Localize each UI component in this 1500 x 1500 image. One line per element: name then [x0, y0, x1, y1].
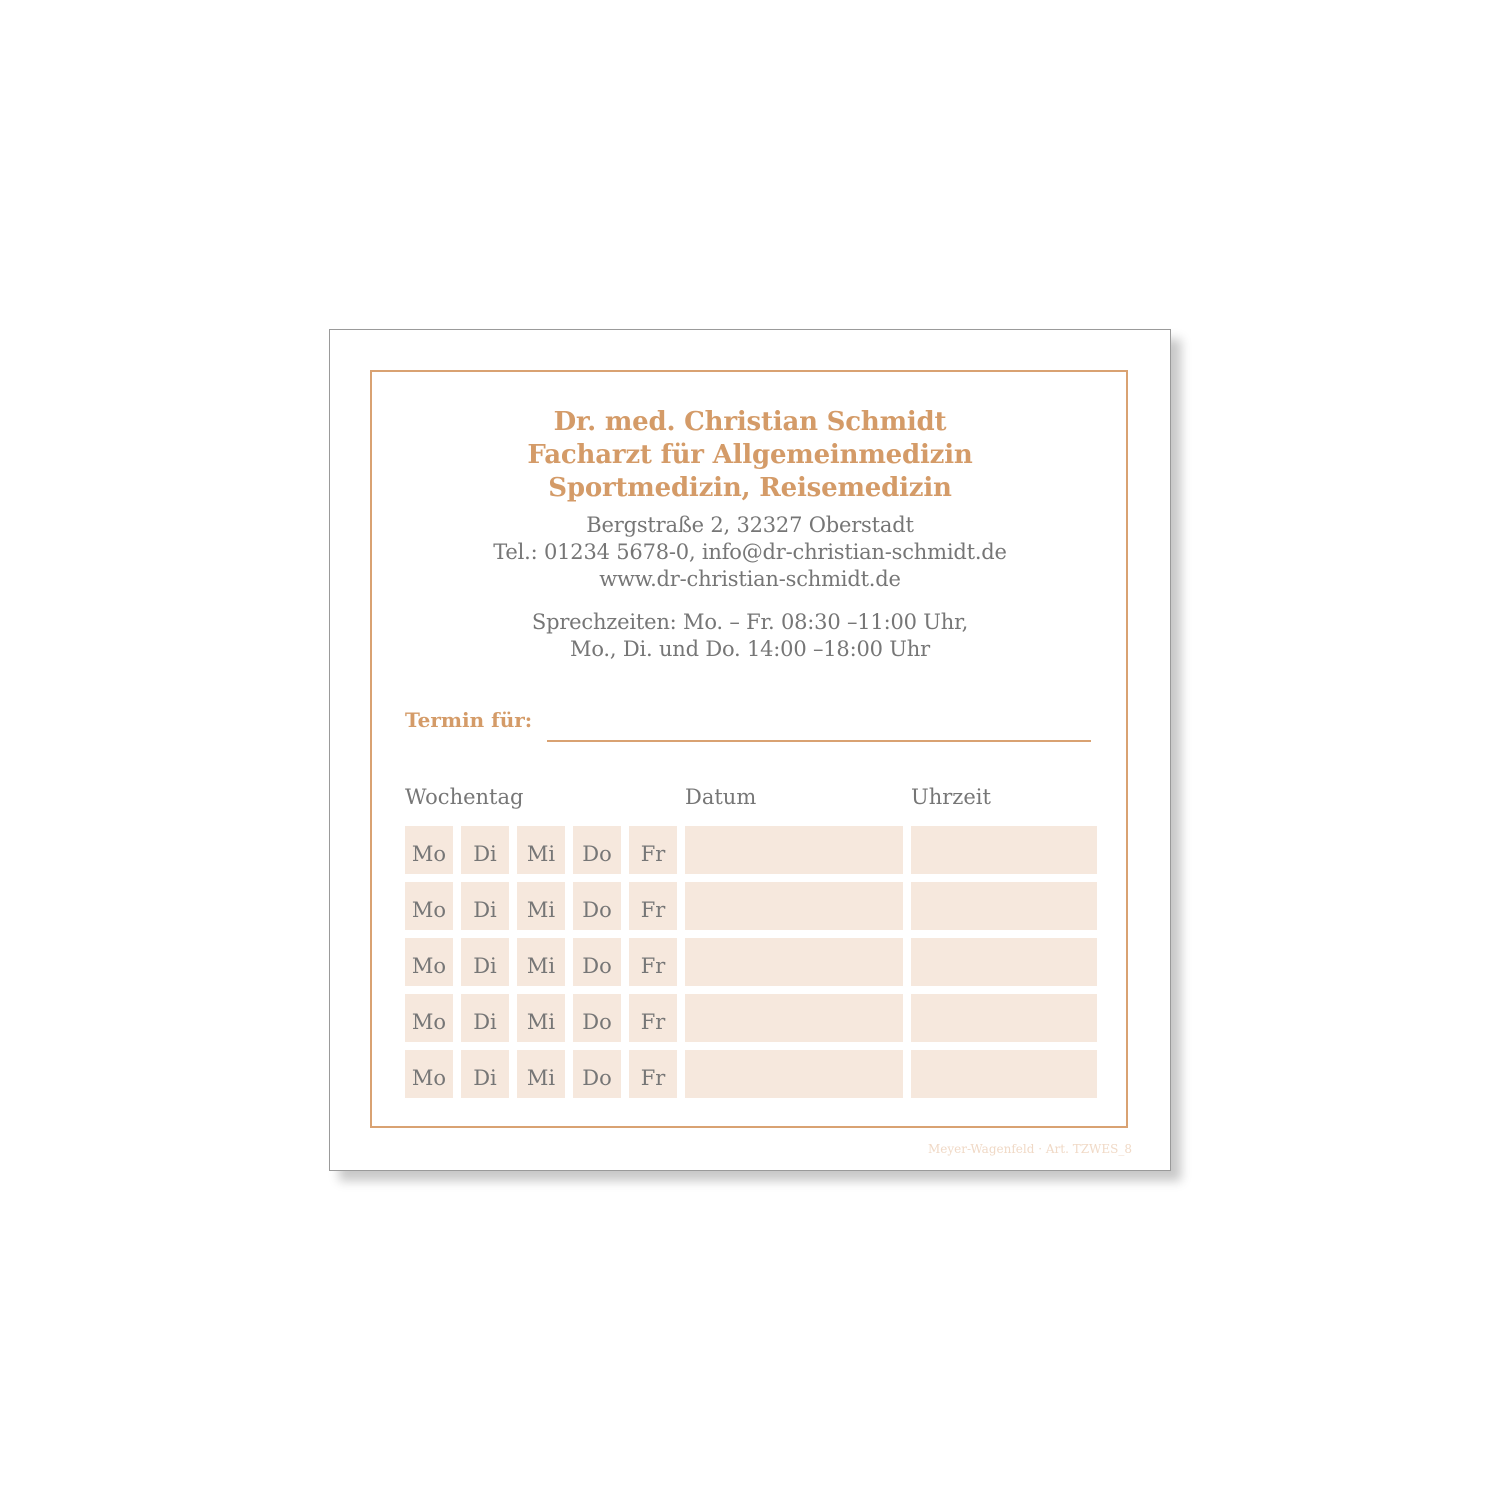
weekday-option-mi[interactable]: Mi — [517, 938, 565, 986]
appointment-row — [405, 1050, 1097, 1098]
weekday-option-mo[interactable]: Mo — [405, 826, 453, 874]
date-field[interactable] — [685, 1050, 903, 1098]
date-field[interactable] — [685, 882, 903, 930]
weekday-option-fr[interactable]: Fr — [629, 1050, 677, 1098]
weekday-option-do[interactable]: Do — [573, 1050, 621, 1098]
office-hours — [330, 609, 1170, 663]
weekday-option-fr[interactable]: Fr — [629, 994, 677, 1042]
office-hours-line-1: Sprechzeiten: Mo. – Fr. 08:30 –11:00 Uhr, — [531, 610, 969, 634]
appointment-card — [329, 329, 1171, 1171]
weekday-option-do[interactable]: Do — [573, 938, 621, 986]
weekday-option-mi[interactable]: Mi — [517, 1050, 565, 1098]
date-field[interactable] — [685, 938, 903, 986]
weekday-column-header: Wochentag — [405, 785, 524, 809]
weekday-option-di[interactable]: Di — [461, 826, 509, 874]
weekday-option-di[interactable]: Di — [461, 994, 509, 1042]
weekday-option-di[interactable]: Di — [461, 882, 509, 930]
weekday-option-mo[interactable]: Mo — [405, 938, 453, 986]
time-field[interactable] — [911, 938, 1097, 986]
weekday-option-mo[interactable]: Mo — [405, 1050, 453, 1098]
termin-name-field[interactable] — [547, 740, 1091, 742]
date-column-header: Datum — [685, 785, 757, 809]
weekday-option-di[interactable]: Di — [461, 1050, 509, 1098]
office-hours-line-2: Mo., Di. und Do. 14:00 –18:00 Uhr — [570, 637, 930, 661]
weekday-option-fr[interactable]: Fr — [629, 938, 677, 986]
time-field[interactable] — [911, 882, 1097, 930]
practice-contact: Tel.: 01234 5678-0, info@dr-christian-schmidt.de — [493, 540, 1007, 564]
time-field[interactable] — [911, 994, 1097, 1042]
practice-address: Bergstraße 2, 32327 Oberstadt — [586, 513, 914, 537]
weekday-option-mi[interactable]: Mi — [517, 826, 565, 874]
termin-label: Termin für: — [405, 708, 533, 732]
doctor-subspecialty: Sportmedizin, Reisemedizin — [548, 473, 952, 503]
weekday-option-fr[interactable]: Fr — [629, 882, 677, 930]
weekday-option-fr[interactable]: Fr — [629, 826, 677, 874]
weekday-option-mo[interactable]: Mo — [405, 994, 453, 1042]
time-column-header: Uhrzeit — [911, 785, 991, 809]
weekday-option-mo[interactable]: Mo — [405, 882, 453, 930]
date-field[interactable] — [685, 826, 903, 874]
date-field[interactable] — [685, 994, 903, 1042]
time-field[interactable] — [911, 826, 1097, 874]
doctor-specialty: Facharzt für Allgemeinmedizin — [527, 440, 973, 470]
weekday-option-mi[interactable]: Mi — [517, 882, 565, 930]
weekday-option-do[interactable]: Do — [573, 826, 621, 874]
appointment-row — [405, 826, 1097, 874]
practice-header — [330, 406, 1170, 663]
weekday-option-di[interactable]: Di — [461, 938, 509, 986]
appointment-row — [405, 994, 1097, 1042]
appointment-row — [405, 882, 1097, 930]
doctor-name: Dr. med. Christian Schmidt — [553, 407, 947, 437]
weekday-option-do[interactable]: Do — [573, 882, 621, 930]
weekday-option-mi[interactable]: Mi — [517, 994, 565, 1042]
footer-article-note: Meyer-Wagenfeld · Art. TZWES_8 — [927, 1142, 1132, 1156]
weekday-option-do[interactable]: Do — [573, 994, 621, 1042]
practice-website: www.dr-christian-schmidt.de — [599, 567, 901, 591]
appointment-row — [405, 938, 1097, 986]
time-field[interactable] — [911, 1050, 1097, 1098]
contact-block — [330, 512, 1170, 593]
